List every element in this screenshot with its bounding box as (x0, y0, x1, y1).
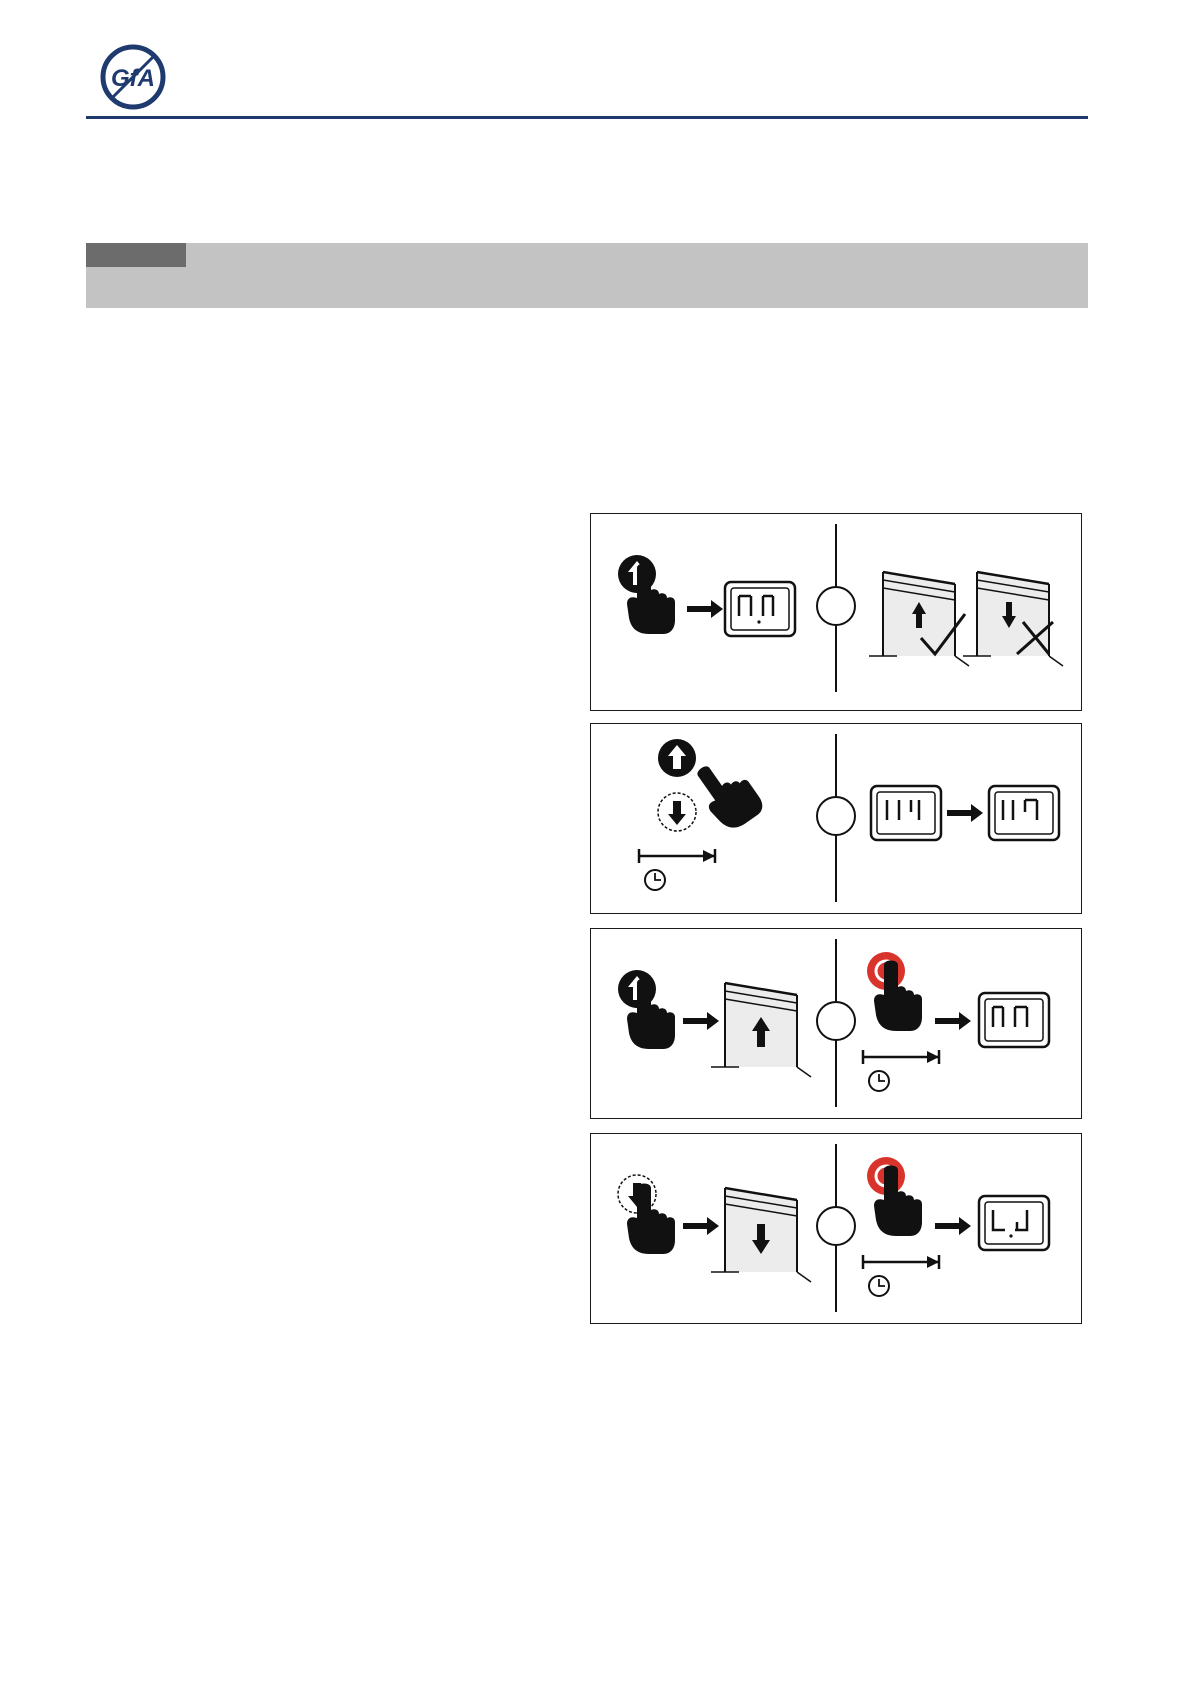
display-icon (989, 786, 1059, 840)
arrow-right-icon (935, 1217, 971, 1235)
section-number-tab (86, 243, 186, 267)
instruction-step-2 (590, 723, 1082, 914)
instruction-step-1 (590, 513, 1082, 711)
display-icon (871, 786, 941, 840)
instruction-step-3 (590, 928, 1082, 1119)
door-up-icon (711, 983, 811, 1077)
arrow-right-icon (935, 1012, 971, 1030)
instruction-step-4 (590, 1133, 1082, 1324)
svg-text:GfA: GfA (111, 65, 155, 92)
door-down-icon (711, 1188, 811, 1282)
arrow-right-icon (683, 1217, 719, 1235)
display-icon (725, 582, 795, 636)
arrow-right-icon (947, 804, 983, 822)
timer-icon (639, 849, 715, 890)
timer-icon (863, 1255, 939, 1296)
header-rule (86, 116, 1088, 119)
up-button-icon (658, 739, 696, 777)
arrow-right-icon (687, 600, 723, 618)
timer-icon (863, 1050, 939, 1091)
down-button-icon (658, 793, 696, 831)
display-icon (979, 1196, 1049, 1250)
arrow-right-icon (683, 1012, 719, 1030)
two-finger-press-icon (687, 750, 767, 835)
gfa-logo (98, 42, 168, 112)
display-icon (979, 993, 1049, 1047)
section-heading-band (86, 243, 1088, 308)
door-open-icon (869, 572, 969, 666)
